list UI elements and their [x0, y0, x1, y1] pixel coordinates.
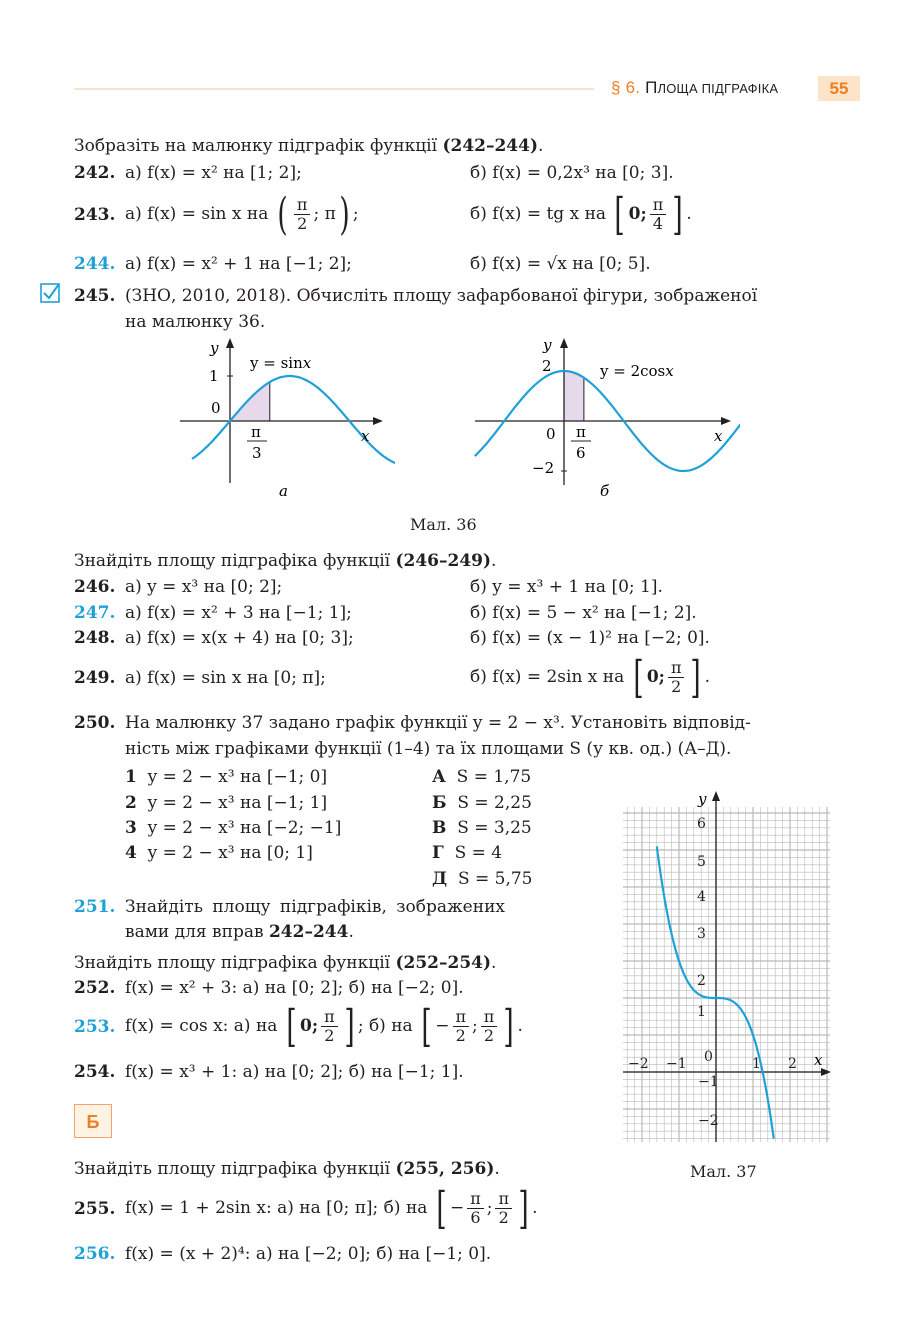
problem-number-247: 247.	[74, 603, 116, 623]
section-title	[611, 78, 778, 98]
problem-number-246: 246.	[74, 577, 116, 597]
figure-36b	[470, 333, 740, 503]
list-item: 4 y = 2 − x³ на [0; 1]	[125, 843, 313, 863]
p243-b-head: 0;	[628, 204, 647, 224]
function-label: y = 2cosx	[600, 362, 674, 380]
origin-label: 0	[211, 399, 221, 417]
bracket-open: [	[633, 651, 644, 703]
problem-242-a: а) f(x) = x² на [1; 2];	[125, 163, 302, 183]
x-axis-arrow	[821, 1068, 831, 1076]
svg-text:−2: −2	[698, 1113, 719, 1129]
section-title-rest: ЛОЩА ПІДГРАФІКА	[657, 81, 779, 96]
shaded-region	[564, 371, 584, 421]
problem-250-line1: На малюнку 37 задано графік функції y = 2 − x³. Установіть відповід-	[125, 713, 751, 733]
section-mark: § 6.	[611, 78, 641, 97]
section-title-initial: П	[645, 78, 658, 97]
p243-b-text: б) f(x) = tg x на	[470, 204, 607, 224]
numerator: π	[294, 196, 311, 215]
intro-text: Зобразіть на малюнку підграфік функції	[74, 136, 443, 156]
bracket-open: [	[614, 188, 626, 240]
intro-255-256	[74, 1159, 500, 1179]
svg-text:2: 2	[697, 973, 706, 989]
subfigure-label: а	[279, 482, 288, 500]
y-label: y	[543, 336, 552, 354]
problem-243-b	[470, 190, 692, 238]
problem-number-255: 255.	[74, 1199, 116, 1219]
problem-249-b	[470, 653, 710, 701]
svg-text:4: 4	[697, 889, 706, 905]
function-label: y = sinx	[250, 354, 312, 372]
intro-242-244	[74, 136, 543, 156]
denominator: 4	[652, 214, 664, 233]
x-label: x	[814, 1051, 823, 1069]
bracket-close: ]	[690, 651, 702, 703]
problem-248-a: а) f(x) = x(x + 4) на [0; 3];	[125, 628, 354, 648]
problem-247-b: б) f(x) = 5 − x² на [−1; 2].	[470, 603, 697, 623]
x-axis-arrow	[721, 417, 731, 425]
problem-number-245: 245.	[74, 286, 116, 306]
figure-36a	[175, 333, 395, 503]
fraction	[650, 196, 667, 233]
list-item: Г S = 4	[432, 843, 503, 863]
list-item: В S = 3,25	[432, 818, 532, 838]
grid	[623, 807, 830, 1142]
list-item: 3 y = 2 − x³ на [−2; −1]	[125, 818, 342, 838]
p243-b-end: .	[686, 204, 692, 224]
problem-number-253: 253.	[74, 1017, 116, 1037]
denominator-label: 6	[576, 444, 586, 462]
svg-text:3: 3	[697, 926, 706, 942]
list-item: Д S = 5,75	[432, 869, 533, 889]
problem-253-text: f(x) = cos x: а) на [ 0; $\frac{\pi}{2}$ ] ; б) на [ − $\frac{\pi}{2}$ ; $\frac{\pi}{2}$ ] .	[125, 1000, 523, 1052]
problem-251-line2: вами для вправ 242–244.	[125, 922, 354, 942]
p249-b-head: 0;	[646, 667, 665, 687]
problem-252-text: f(x) = x² + 3: а) на [0; 2]; б) на [−2; 0].	[125, 978, 464, 998]
intro-text: Знайдіть площу підграфіка функції	[74, 551, 396, 571]
intro-range: (242–244)	[442, 136, 539, 156]
bracket-close: ]	[672, 188, 683, 240]
checkbox-icon	[40, 283, 60, 303]
svg-text:−2: −2	[628, 1056, 649, 1072]
intro-dot: .	[491, 551, 497, 571]
list-item: Б S = 2,25	[432, 793, 532, 813]
list-item: А S = 1,75	[432, 767, 532, 787]
p243-a-text: а) f(x) = sin x на	[125, 204, 269, 224]
header-rule	[74, 88, 594, 90]
problem-245-line2: на малюнку 36.	[125, 312, 266, 332]
numerator: π	[650, 196, 667, 215]
problem-248-b: б) f(x) = (x − 1)² на [−2; 0].	[470, 628, 710, 648]
intro-text: Знайдіть площу підграфіка функції	[74, 1159, 396, 1179]
pi-label: π	[251, 423, 261, 441]
problem-254-text: f(x) = x³ + 1: а) на [0; 2]; б) на [−1; 1].	[125, 1062, 464, 1082]
intro-text: Знайдіть площу підграфіка функції	[74, 953, 396, 973]
problem-number-252: 252.	[74, 978, 116, 998]
fraction	[668, 659, 685, 696]
y-axis-arrow	[712, 791, 720, 801]
y-axis-arrow	[226, 338, 234, 348]
problem-250-line2: ність між графіками функції (1–4) та їх площами S (у кв. од.) (А–Д).	[125, 739, 732, 759]
problem-244-a: а) f(x) = x² + 1 на [−1; 2];	[125, 254, 352, 274]
page-number: 55	[818, 76, 860, 101]
level-badge: Б	[74, 1104, 112, 1138]
svg-text:1: 1	[697, 1004, 706, 1020]
tick-label-2: 2	[542, 357, 552, 375]
y-label: y	[210, 339, 219, 357]
tick-label-1: 1	[209, 367, 219, 385]
intro-range: (252–254)	[395, 953, 492, 973]
intro-dot: .	[538, 136, 544, 156]
problem-number-256: 256.	[74, 1244, 116, 1264]
problem-256-text: f(x) = (x + 2)⁴: а) на [−2; 0]; б) на [−1; 0].	[125, 1244, 492, 1264]
problem-255-text: f(x) = 1 + 2sin x: а) на [0; π]; б) на [ − $\frac{\pi}{6}$ ; $\frac{\pi}{2}$ ] .	[125, 1182, 538, 1234]
cubic-curve	[657, 846, 774, 1138]
x-tick-labels	[628, 1049, 797, 1072]
problem-246-a: а) y = x³ на [0; 2];	[125, 577, 283, 597]
origin-label: 0	[546, 425, 556, 443]
list-item: 1 y = 2 − x³ на [−1; 0]	[125, 767, 328, 787]
intro-range: (246–249)	[395, 551, 492, 571]
problem-number-254: 254.	[74, 1062, 116, 1082]
svg-text:2: 2	[788, 1056, 797, 1072]
figure-caption-36: Мал. 36	[410, 515, 477, 534]
p243-a-end: ;	[352, 204, 359, 224]
denominator: 2	[297, 214, 308, 233]
pi-label: π	[576, 423, 586, 441]
y-axis-arrow	[560, 338, 568, 348]
x-label: x	[361, 427, 370, 445]
problem-245-line1: (ЗНО, 2010, 2018). Обчисліть площу зафарбованої фігури, зображеної	[125, 286, 758, 306]
svg-text:−1: −1	[666, 1056, 687, 1072]
svg-text:5: 5	[697, 854, 706, 870]
intro-dot: .	[491, 953, 497, 973]
intro-range: (255, 256)	[395, 1159, 495, 1179]
fraction	[294, 196, 311, 233]
problem-number-248: 248.	[74, 628, 116, 648]
problem-number-250: 250.	[74, 713, 116, 733]
p249-b-end: .	[704, 667, 711, 687]
intro-252-254	[74, 953, 496, 973]
subfigure-label: б	[600, 482, 610, 500]
svg-text:1: 1	[752, 1056, 761, 1072]
paren-close: )	[339, 188, 350, 240]
problem-249-a: а) f(x) = sin x на [0; π];	[125, 668, 326, 688]
x-axis-arrow	[373, 417, 383, 425]
numerator: π	[668, 659, 685, 678]
problem-number-243: 243.	[74, 205, 116, 225]
problem-247-a: а) f(x) = x² + 3 на [−1; 1];	[125, 603, 352, 623]
x-label: x	[714, 427, 723, 445]
problem-244-b: б) f(x) = √x на [0; 5].	[470, 254, 651, 274]
svg-text:−1: −1	[698, 1074, 719, 1090]
problem-number-249: 249.	[74, 668, 116, 688]
denominator-label: 3	[252, 444, 262, 462]
intro-246-249	[74, 551, 496, 571]
problem-242-b: б) f(x) = 0,2x³ на [0; 3].	[470, 163, 674, 183]
y-label: y	[698, 790, 707, 808]
denominator: 2	[671, 677, 682, 696]
p249-b-text: б) f(x) = 2sin x на	[470, 667, 625, 687]
p243-a-tail: ; π	[313, 204, 336, 224]
paren-open: (	[277, 188, 288, 240]
intro-dot: .	[494, 1159, 500, 1179]
svg-text:0: 0	[704, 1049, 713, 1065]
figure-37-graph	[618, 787, 834, 1147]
list-item: 2 y = 2 − x³ на [−1; 1]	[125, 793, 328, 813]
tick-label-neg2: −2	[532, 459, 555, 477]
problem-246-b: б) y = x³ + 1 на [0; 1].	[470, 577, 663, 597]
problem-number-242: 242.	[74, 163, 116, 183]
svg-text:6: 6	[697, 816, 706, 832]
problem-number-251: 251.	[74, 897, 116, 917]
problem-251-line1: Знайдіть площу підграфіків, зображених	[125, 897, 505, 917]
problem-number-244: 244.	[74, 254, 116, 274]
problem-243-a	[125, 190, 359, 238]
figure-caption-37: Мал. 37	[690, 1162, 757, 1181]
